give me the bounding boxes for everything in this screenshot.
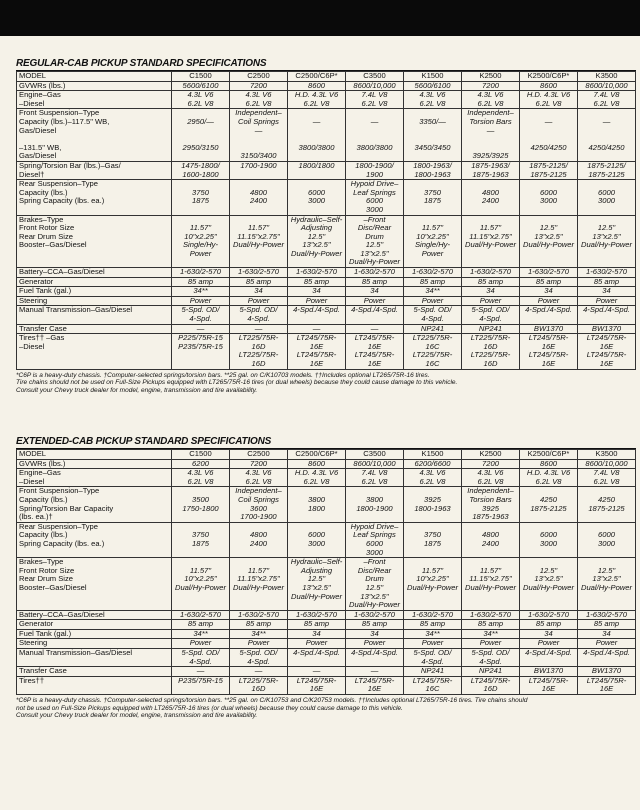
spec-cell: 85 amp — [462, 620, 520, 630]
spec-cell: 34** — [404, 287, 462, 297]
spec-cell: 34 — [230, 287, 288, 297]
row-label: Fuel Tank (gal.) — [17, 629, 172, 639]
spec-cell: 8600 — [520, 459, 578, 469]
spec-cell: 6200/6600 — [404, 459, 462, 469]
spec-cell: — — [230, 667, 288, 677]
spec-cell: 5-Spd. OD/ 4-Spd. — [230, 649, 288, 667]
column-header: C3500 — [346, 72, 404, 82]
table-row — [17, 161, 636, 179]
spec-cell: 8600/10,000 — [346, 459, 404, 469]
spec-cell: 5600/6100 — [172, 81, 230, 91]
row-label: Front Suspension–Type Capacity (lbs.)–117.5" WB, Gas/Diesel –131.5" WB, Gas/Diesel — [17, 109, 172, 162]
column-header: K3500 — [578, 450, 636, 460]
spec-cell: — 4250/4250 — [520, 109, 578, 162]
column-header: C1500 — [172, 450, 230, 460]
spec-cell: 34** — [404, 629, 462, 639]
table-row — [17, 469, 636, 487]
spec-table — [16, 449, 636, 695]
spec-cell: 7.4L V8 6.2L V8 — [578, 91, 636, 109]
spec-cell: H.D. 4.3L V6 6.2L V8 — [288, 469, 346, 487]
row-label: Manual Transmission–Gas/Diesel — [17, 306, 172, 324]
spec-cell: H.D. 4.3L V6 6.2L V8 — [520, 91, 578, 109]
spec-cell: 6000 3000 — [578, 522, 636, 557]
spec-cell: LT245/75R-16D — [462, 676, 520, 694]
spec-cell: 11.57" 11.15"x2.75" Dual/Hy-Power — [462, 558, 520, 611]
spec-cell: Power — [346, 639, 404, 649]
spec-cell: LT245/75R-16E — [578, 676, 636, 694]
spec-cell: — 3800/3800 — [346, 109, 404, 162]
spec-cell: 4.3L V6 6.2L V8 — [230, 469, 288, 487]
spec-cell: NP241 — [462, 667, 520, 677]
spec-cell: — 4250/4250 — [578, 109, 636, 162]
spec-cell: 1800-1963/ 1800-1963 — [404, 161, 462, 179]
footnote-line: Consult your Chevy truck dealer for model, engine, transmission and tire availability. — [16, 712, 258, 720]
spec-cell: 6200 — [172, 459, 230, 469]
spec-cell: 8600 — [520, 81, 578, 91]
spec-cell: 4-Spd./4-Spd. — [578, 306, 636, 324]
spec-cell: 85 amp — [404, 620, 462, 630]
spec-cell: 1-630/2-570 — [230, 268, 288, 278]
footnotes — [16, 372, 636, 395]
column-header: K2500 — [462, 450, 520, 460]
spec-cell: 1800-1900/ 1900 — [346, 161, 404, 179]
spec-cell: 5-Spd. OD/ 4-Spd. — [462, 649, 520, 667]
row-label: GVWRs (lbs.) — [17, 81, 172, 91]
table-row — [17, 277, 636, 287]
spec-cell: Power — [520, 639, 578, 649]
table-row — [17, 296, 636, 306]
spec-cell: 1700-1900 — [230, 161, 288, 179]
extended-cab-section — [16, 436, 636, 720]
spec-cell: 7200 — [462, 459, 520, 469]
spec-cell: LT245/75R-16C — [404, 676, 462, 694]
spec-cell: 8600/10,000 — [346, 81, 404, 91]
spec-cell: Power — [172, 639, 230, 649]
spec-cell: — 3800/3800 — [288, 109, 346, 162]
row-label: Brakes–Type Front Rotor Size Rear Drum Size Booster–Gas/Diesel — [17, 215, 172, 268]
column-header: K2500/C6P* — [520, 72, 578, 82]
spec-cell: 85 amp — [230, 620, 288, 630]
row-label: Battery–CCA–Gas/Diesel — [17, 610, 172, 620]
row-label: Transfer Case — [17, 667, 172, 677]
table-row — [17, 324, 636, 334]
table-row — [17, 109, 636, 162]
spec-cell: Power — [230, 296, 288, 306]
spec-cell: 11.57" 10"x2.25" Single/Hy-Power — [172, 215, 230, 268]
table-row — [17, 487, 636, 522]
spec-cell: LT225/75R-16D LT225/75R-16D — [230, 334, 288, 369]
spec-cell: 11.57" 10"x2.25" Dual/Hy-Power — [404, 558, 462, 611]
spec-cell: Power — [288, 639, 346, 649]
table-row — [17, 459, 636, 469]
table-row — [17, 620, 636, 630]
spec-cell: 6000 3000 — [520, 522, 578, 557]
spec-cell: 34 — [578, 287, 636, 297]
spec-cell: NP241 — [404, 324, 462, 334]
row-label: Front Suspension–Type Capacity (lbs.) Spring/Torsion Bar Capacity (lbs. ea.)† — [17, 487, 172, 522]
spec-cell: P225/75R-15 P235/75R-15 — [172, 334, 230, 369]
spec-cell: 3750 1875 — [404, 522, 462, 557]
spec-cell: 4800 2400 — [230, 180, 288, 215]
spec-cell: 1-630/2-570 — [172, 610, 230, 620]
spec-cell: 8600/10,000 — [578, 459, 636, 469]
row-label: Engine–Gas –Diesel — [17, 469, 172, 487]
spec-cell: 1-630/2-570 — [520, 610, 578, 620]
spec-cell: LT245/75R-16E LT245/75R-16E — [288, 334, 346, 369]
row-label: GVWRs (lbs.) — [17, 459, 172, 469]
spec-cell: Independent–Torsion Bars — 3925/3925 — [462, 109, 520, 162]
spec-cell: 7200 — [230, 81, 288, 91]
spec-cell: 11.57" 10"x2.25" Single/Hy-Power — [404, 215, 462, 268]
table-header-row — [17, 72, 636, 82]
spec-cell: Hypoid Drive–Leaf Springs 6000 3000 — [346, 180, 404, 215]
spec-cell: 3350/— 3450/3450 — [404, 109, 462, 162]
spec-cell: Independent–Coil Springs 3600 1700-1900 — [230, 487, 288, 522]
table-row — [17, 522, 636, 557]
spec-cell: 3750 1875 — [404, 180, 462, 215]
column-header: K2500/C6P* — [520, 450, 578, 460]
spec-cell: 5600/6100 — [404, 81, 462, 91]
table-row — [17, 268, 636, 278]
spec-cell: LT245/75R-16E LT245/75R-16E — [578, 334, 636, 369]
spec-cell: H.D. 4.3L V6 6.2L V8 — [288, 91, 346, 109]
spec-cell: 1875-2125/ 1875-2125 — [520, 161, 578, 179]
spec-cell: BW1370 — [578, 667, 636, 677]
row-label: MODEL — [17, 450, 172, 460]
row-label: Rear Suspension–Type Capacity (lbs.) Spring Capacity (lbs. ea.) — [17, 522, 172, 557]
spec-cell: 34 — [346, 629, 404, 639]
row-label: Generator — [17, 620, 172, 630]
spec-cell: 1875-1963/ 1875-1963 — [462, 161, 520, 179]
spec-cell: 7.4L V8 6.2L V8 — [346, 91, 404, 109]
spec-cell: Power — [346, 296, 404, 306]
row-label: Transfer Case — [17, 324, 172, 334]
column-header: K3500 — [578, 72, 636, 82]
spec-cell: 3750 1875 — [172, 522, 230, 557]
spec-cell: 34** — [172, 629, 230, 639]
spec-cell: 5-Spd. OD/ 4-Spd. — [462, 306, 520, 324]
spec-cell: 1-630/2-570 — [288, 268, 346, 278]
spec-cell: 1-630/2-570 — [346, 610, 404, 620]
spec-cell: 5-Spd. OD/ 4-Spd. — [172, 306, 230, 324]
table-row — [17, 81, 636, 91]
spec-cell: 85 amp — [288, 277, 346, 287]
column-header: C2500/C6P* — [288, 450, 346, 460]
spec-cell: 85 amp — [578, 620, 636, 630]
spec-cell: 6000 3000 — [578, 180, 636, 215]
spec-cell: 1-630/2-570 — [462, 610, 520, 620]
spec-cell: LT225/75R-16C LT225/75R-16C — [404, 334, 462, 369]
spec-cell: 8600 — [288, 459, 346, 469]
spec-cell: 3750 1875 — [172, 180, 230, 215]
table-row — [17, 558, 636, 611]
spec-cell: Hypoid Drive–Leaf Springs 6000 3000 — [346, 522, 404, 557]
spec-cell: 1-630/2-570 — [230, 610, 288, 620]
spec-cell: 4800 2400 — [462, 180, 520, 215]
spec-cell: 85 amp — [172, 277, 230, 287]
spec-cell: 4250 1875-2125 — [520, 487, 578, 522]
spec-cell: 85 amp — [346, 620, 404, 630]
spec-cell: 12.5" 13"x2.5" Dual/Hy-Power — [578, 215, 636, 268]
spec-cell: 11.57" 11.15"x2.75" Dual/Hy-Power — [230, 558, 288, 611]
spec-cell: Power — [172, 296, 230, 306]
spec-cell: — — [172, 324, 230, 334]
spec-cell: 7200 — [230, 459, 288, 469]
spec-cell: 34 — [520, 629, 578, 639]
spec-cell: 4-Spd./4-Spd. — [288, 306, 346, 324]
spec-cell: NP241 — [404, 667, 462, 677]
spec-cell: 11.57" 10"x2.25" Dual/Hy-Power — [172, 558, 230, 611]
spec-cell: 6000 3000 — [288, 180, 346, 215]
spec-cell: 11.57" 11.15"x2.75" Dual/Hy-Power — [462, 215, 520, 268]
regular-cab-section — [16, 58, 636, 394]
row-label: Generator — [17, 277, 172, 287]
footnote-line: not be used on Full-Size Pickups equipped with LT265/75R-16 tires (or dual wheels) because they could cause damage to this vehicle. — [16, 704, 403, 712]
footnote-line: *C6P is a heavy-duty chassis. †Computer-selected springs/torsion bars. **25 gal. on C/K10753 and C/K20753 models. ††Includes optional LT265/75R-16 tires. Tire chains should — [16, 697, 528, 705]
spec-cell: Power — [404, 296, 462, 306]
spec-table — [16, 71, 636, 370]
spec-cell: — — [230, 324, 288, 334]
spec-cell: BW1370 — [520, 324, 578, 334]
table-row — [17, 287, 636, 297]
spec-cell: 34** — [462, 629, 520, 639]
footnote-line: Tire chains should not be used on Full-Size Pickups equipped with LT265/75R-16 tires (or dual wheels) because they could cause damage to this vehicle. — [16, 379, 458, 387]
spec-cell: 4.3L V6 6.2L V8 — [230, 91, 288, 109]
spec-cell: P235/75R-15 — [172, 676, 230, 694]
spec-cell: 1-630/2-570 — [578, 268, 636, 278]
spec-cell: 1-630/2-570 — [462, 268, 520, 278]
column-header: K2500 — [462, 72, 520, 82]
spec-cell: 1-630/2-570 — [346, 268, 404, 278]
spec-cell: 5-Spd. OD/ 4-Spd. — [404, 649, 462, 667]
spec-cell: 85 amp — [462, 277, 520, 287]
spec-cell: Hydraulic–Self-Adjusting 12.5" 13"x2.5" Dual/Hy-Power — [288, 215, 346, 268]
table-row — [17, 676, 636, 694]
spec-cell: 4800 2400 — [230, 522, 288, 557]
row-label: Manual Transmission–Gas/Diesel — [17, 649, 172, 667]
spec-cell: — — [346, 324, 404, 334]
table-header-row — [17, 450, 636, 460]
spec-cell: 1-630/2-570 — [520, 268, 578, 278]
spec-cell: Independent–Torsion Bars 3925 1875-1963 — [462, 487, 520, 522]
column-header: C1500 — [172, 72, 230, 82]
footnote-line: Consult your Chevy truck dealer for model, engine, transmission and tire availability. — [16, 386, 258, 394]
spec-cell: Power — [462, 296, 520, 306]
spec-cell: 4800 2400 — [462, 522, 520, 557]
spec-cell: 7200 — [462, 81, 520, 91]
column-header: C3500 — [346, 450, 404, 460]
column-header: C2500 — [230, 72, 288, 82]
spec-cell: 11.57" 11.15"x2.75" Dual/Hy-Power — [230, 215, 288, 268]
column-header: C2500 — [230, 450, 288, 460]
spec-cell: 85 amp — [520, 277, 578, 287]
spec-cell: 85 amp — [230, 277, 288, 287]
column-header: K1500 — [404, 450, 462, 460]
row-label: Engine–Gas –Diesel — [17, 91, 172, 109]
spec-cell: 4-Spd./4-Spd. — [520, 306, 578, 324]
spec-cell: Independent–Coil Springs — 3150/3400 — [230, 109, 288, 162]
section-title: REGULAR-CAB PICKUP STANDARD SPECIFICATIONS — [16, 58, 636, 71]
table-row — [17, 180, 636, 215]
row-label: Tires†† –Gas –Diesel — [17, 334, 172, 369]
spec-cell: 4.3L V6 6.2L V8 — [462, 469, 520, 487]
spec-cell: 4-Spd./4-Spd. — [346, 306, 404, 324]
table-row — [17, 306, 636, 324]
top-black-band — [0, 0, 640, 36]
spec-cell: 4-Spd./4-Spd. — [578, 649, 636, 667]
spec-cell: 1-630/2-570 — [172, 268, 230, 278]
spec-cell: 1800/1800 — [288, 161, 346, 179]
spec-cell: –Front Disc/Rear Drum 12.5" 13"x2.5" Dual/Hy-Power — [346, 215, 404, 268]
column-header: K1500 — [404, 72, 462, 82]
spec-cell: 8600 — [288, 81, 346, 91]
spec-cell: — — [346, 667, 404, 677]
spec-cell: 1-630/2-570 — [288, 610, 346, 620]
spec-cell: 2950/— 2950/3150 — [172, 109, 230, 162]
spec-cell: NP241 — [462, 324, 520, 334]
spec-cell: 3800 1800-1900 — [346, 487, 404, 522]
spec-cell: 4.3L V6 6.2L V8 — [404, 469, 462, 487]
row-label: Rear Suspension–Type Capacity (lbs.) Spring Capacity (lbs. ea.) — [17, 180, 172, 215]
spec-cell: 12.5" 13"x2.5" Dual/Hy-Power — [578, 558, 636, 611]
spec-cell: 5-Spd. OD/ 4-Spd. — [404, 306, 462, 324]
spec-cell: 5-Spd. OD/ 4-Spd. — [172, 649, 230, 667]
spec-cell: LT245/75R-16E LT245/75R-16E — [346, 334, 404, 369]
spec-cell: 85 amp — [346, 277, 404, 287]
table-row — [17, 667, 636, 677]
spec-cell: BW1370 — [520, 667, 578, 677]
spec-cell: 4.3L V6 6.2L V8 — [404, 91, 462, 109]
spec-cell: 8600/10,000 — [578, 81, 636, 91]
row-label: Battery–CCA–Gas/Diesel — [17, 268, 172, 278]
spec-cell: 4.3L V6 6.2L V8 — [172, 469, 230, 487]
spec-cell: 85 amp — [578, 277, 636, 287]
spec-cell: Power — [578, 296, 636, 306]
spec-cell: 5-Spd. OD/ 4-Spd. — [230, 306, 288, 324]
spec-cell: –Front Disc/Rear Drum 12.5" 13"x2.5" Dual/Hy-Power — [346, 558, 404, 611]
spec-cell: 12.5" 13"x2.5" Dual/Hy-Power — [520, 215, 578, 268]
spec-cell: 1-630/2-570 — [578, 610, 636, 620]
spec-cell: 4-Spd./4-Spd. — [288, 649, 346, 667]
column-header: C2500/C6P* — [288, 72, 346, 82]
spec-cell: 34 — [520, 287, 578, 297]
footnote-line: *C6P is a heavy-duty chassis. †Computer-selected springs/torsion bars. **25 gal. on C/K10703 models. ††Includes optional LT265/75R-16 tires. — [16, 371, 430, 379]
spec-cell: 34 — [462, 287, 520, 297]
table-row — [17, 639, 636, 649]
row-label: MODEL — [17, 72, 172, 82]
spec-cell: LT245/75R-16E LT245/75R-16E — [520, 334, 578, 369]
spec-cell: 3925 1800-1963 — [404, 487, 462, 522]
spec-cell: Hydraulic–Self-Adjusting 12.5" 13"x2.5" Dual/Hy-Power — [288, 558, 346, 611]
row-label: Spring/Torsion Bar (lbs.)–Gas/ Diesel† — [17, 161, 172, 179]
spec-cell: 1-630/2-570 — [404, 268, 462, 278]
spec-cell: 4.3L V6 6.2L V8 — [172, 91, 230, 109]
spec-cell: 85 amp — [520, 620, 578, 630]
spec-cell: 6000 3000 — [520, 180, 578, 215]
table-row — [17, 334, 636, 369]
spec-cell: 34** — [172, 287, 230, 297]
spec-cell: 1-630/2-570 — [404, 610, 462, 620]
spec-cell: 34 — [288, 287, 346, 297]
spec-cell: Power — [520, 296, 578, 306]
spec-cell: LT225/75R-16D LT225/75R-16D — [462, 334, 520, 369]
spec-cell: 6000 3000 — [288, 522, 346, 557]
spec-cell: — — [172, 667, 230, 677]
table-row — [17, 610, 636, 620]
table-row — [17, 649, 636, 667]
spec-cell: Power — [578, 639, 636, 649]
row-label: Steering — [17, 639, 172, 649]
row-label: Steering — [17, 296, 172, 306]
spec-cell: 34 — [346, 287, 404, 297]
spec-cell: 3500 1750-1800 — [172, 487, 230, 522]
spec-cell: 34** — [230, 629, 288, 639]
spec-cell: Power — [404, 639, 462, 649]
spec-cell: 1475-1800/ 1600-1800 — [172, 161, 230, 179]
spec-cell: BW1370 — [578, 324, 636, 334]
spec-cell: 4250 1875-2125 — [578, 487, 636, 522]
spec-cell: LT245/75R-16E — [346, 676, 404, 694]
row-label: Tires†† — [17, 676, 172, 694]
spec-cell: 4-Spd./4-Spd. — [346, 649, 404, 667]
spec-cell: 85 amp — [288, 620, 346, 630]
spec-cell: 4.3L V6 6.2L V8 — [462, 91, 520, 109]
spec-cell: 7.4L V8 6.2L V8 — [346, 469, 404, 487]
spec-cell: LT245/75R-16E — [520, 676, 578, 694]
spec-cell: Power — [230, 639, 288, 649]
spec-cell: 1875-2125/ 1875-2125 — [578, 161, 636, 179]
spec-cell: 3800 1800 — [288, 487, 346, 522]
table-row — [17, 215, 636, 268]
spec-cell: 34 — [288, 629, 346, 639]
spec-cell: 85 amp — [404, 277, 462, 287]
spec-cell: LT225/75R-16D — [230, 676, 288, 694]
spec-cell: 4-Spd./4-Spd. — [520, 649, 578, 667]
spec-cell: H.D. 4.3L V6 6.2L V8 — [520, 469, 578, 487]
spec-cell: LT245/75R-16E — [288, 676, 346, 694]
spec-cell: 85 amp — [172, 620, 230, 630]
spec-cell: Power — [462, 639, 520, 649]
table-row — [17, 91, 636, 109]
spec-cell: 12.5" 13"x2.5" Dual/Hy-Power — [520, 558, 578, 611]
section-title: EXTENDED-CAB PICKUP STANDARD SPECIFICATIONS — [16, 436, 636, 449]
footnotes — [16, 697, 636, 720]
spec-cell: 7.4L V8 6.2L V8 — [578, 469, 636, 487]
spec-cell: Power — [288, 296, 346, 306]
spec-cell: 34 — [578, 629, 636, 639]
row-label: Brakes–Type Front Rotor Size Rear Drum Size Booster–Gas/Diesel — [17, 558, 172, 611]
spec-cell: — — [288, 324, 346, 334]
table-row — [17, 629, 636, 639]
spec-cell: — — [288, 667, 346, 677]
row-label: Fuel Tank (gal.) — [17, 287, 172, 297]
